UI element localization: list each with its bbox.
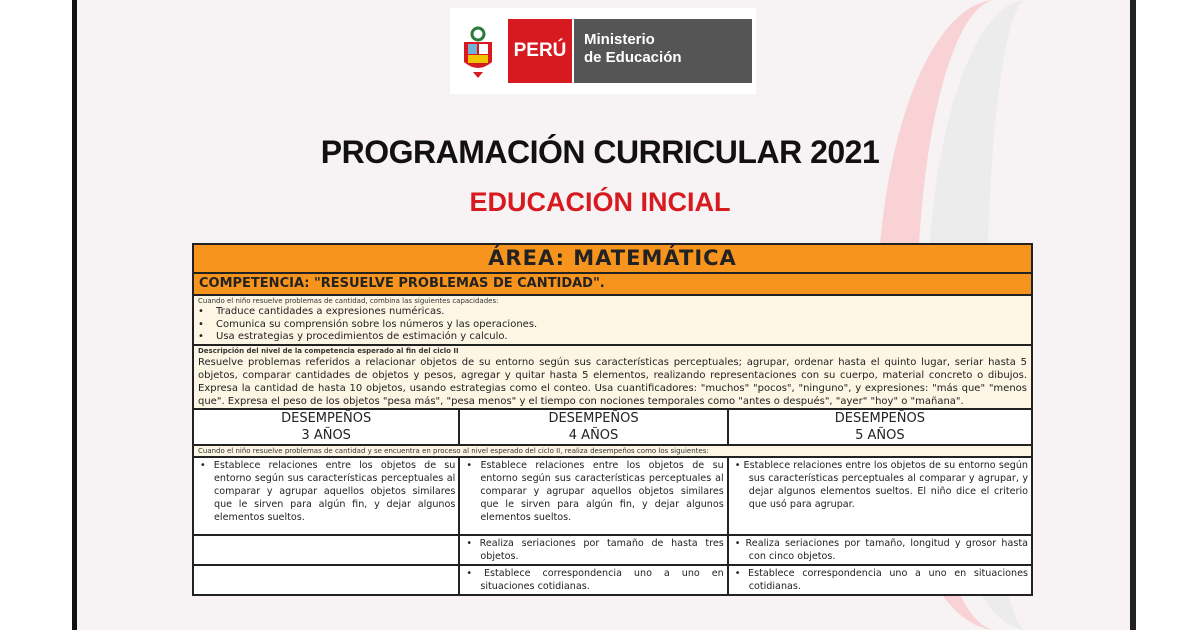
descripcion-label: Descripción del nivel de la competencia esperado al fin del ciclo II bbox=[198, 346, 459, 355]
column-header-5-anos bbox=[728, 409, 1032, 445]
column-age: 4 AÑOS bbox=[568, 427, 619, 443]
desempeno-cell: • Establece relaciones entre los objetos de su entorno según sus características perceptuales al comparar y agrupar aquellos objetos similares que le sirven para algún fin, y dejar algunos elementos sueltos. bbox=[193, 457, 459, 535]
column-age: 5 AÑOS bbox=[855, 427, 905, 443]
desempeno-cell: • Establece relaciones entre los objetos de su entorno según sus características perceptuales al comparar y agrupar, y dejar algunos elementos sueltos. El niño dice el criterio que usó para agrupar. bbox=[728, 457, 1032, 535]
table-row bbox=[193, 457, 1032, 535]
capacidades-cell bbox=[193, 295, 1032, 345]
page-title: PROGRAMACIÓN CURRICULAR 2021 bbox=[320, 134, 880, 170]
table-row bbox=[193, 565, 1032, 595]
peru-label: PERÚ bbox=[508, 19, 572, 83]
capacidad-item: • Traduce cantidades a expresiones numéricas. bbox=[194, 306, 1031, 319]
minedu-logo bbox=[450, 8, 756, 94]
desempeno-cell: • Realiza seriaciones por tamaño de hasta tres objetos. bbox=[459, 535, 727, 565]
curriculum-table bbox=[192, 243, 1033, 596]
empty-cell bbox=[193, 535, 459, 565]
coat-of-arms-icon bbox=[456, 20, 500, 82]
column-label: DESEMPEÑOS bbox=[281, 410, 372, 426]
page-subtitle: EDUCACIÓN INCIAL bbox=[469, 187, 731, 217]
desempeno-cell: • Establece correspondencia uno a uno en situaciones cotidianas. bbox=[459, 565, 727, 595]
descripcion-cell bbox=[193, 345, 1032, 409]
descripcion-text: Resuelve problemas referidos a relacionar objetos de su entorno según sus características perceptuales; agrupar, ordenar hasta el quinto lugar, seriar hasta 5 objetos, comparar cantidades de objetos y pesos, agregar y quitar hasta 5 elementos, realizando representaciones con su cuerpo, material concreto o dibujos. Expresa la cantidad de hasta 10 objetos, usando estrategias como el conteo. Usa cuantificadores: "muchos" "pocos", "ninguno", y expresiones: "más que" "menos que". Expresa el peso de los objetos "pesa más", "pesa menos" y el tiempo con nociones temporales como "antes o después", "ayer" "hoy" o "mañana". bbox=[198, 356, 1027, 407]
desempenos-intro: Cuando el niño resuelve problemas de cantidad y se encuentra en proceso al nivel esperado del ciclo II, realiza desempeños como los siguientes: bbox=[193, 445, 1032, 457]
empty-cell bbox=[193, 565, 459, 595]
desempeno-cell: • Establece relaciones entre los objetos de su entorno según sus características perceptuales al comparar y agrupar aquellos objetos similares que le sirven para algún fin, y dejar algunos elementos sueltos. bbox=[459, 457, 727, 535]
desempeno-cell: • Establece correspondencia uno a uno en situaciones cotidianas. bbox=[728, 565, 1032, 595]
column-label: DESEMPEÑOS bbox=[834, 410, 925, 426]
desempeno-cell: • Realiza seriaciones por tamaño, longitud y grosor hasta con cinco objetos. bbox=[728, 535, 1032, 565]
ministry-line1: Ministerio bbox=[584, 31, 655, 48]
column-header-4-anos bbox=[459, 409, 727, 445]
ministry-line2: de Educación bbox=[584, 49, 682, 66]
column-label: DESEMPEÑOS bbox=[548, 410, 639, 426]
capacidad-item: • Usa estrategias y procedimientos de estimación y calculo. bbox=[194, 331, 1031, 344]
ministry-label bbox=[574, 19, 752, 83]
column-age: 3 AÑOS bbox=[301, 427, 351, 443]
table-row bbox=[193, 535, 1032, 565]
competencia-header: COMPETENCIA: "RESUELVE PROBLEMAS DE CANTIDAD". bbox=[193, 273, 1032, 295]
column-header-3-anos bbox=[193, 409, 459, 445]
capacidad-item: • Comunica su comprensión sobre los números y las operaciones. bbox=[194, 319, 1031, 332]
area-header: ÁREA: MATEMÁTICA bbox=[193, 244, 1032, 273]
capacidades-intro: Cuando el niño resuelve problemas de cantidad, combina las siguientes capacidades: bbox=[198, 297, 499, 305]
